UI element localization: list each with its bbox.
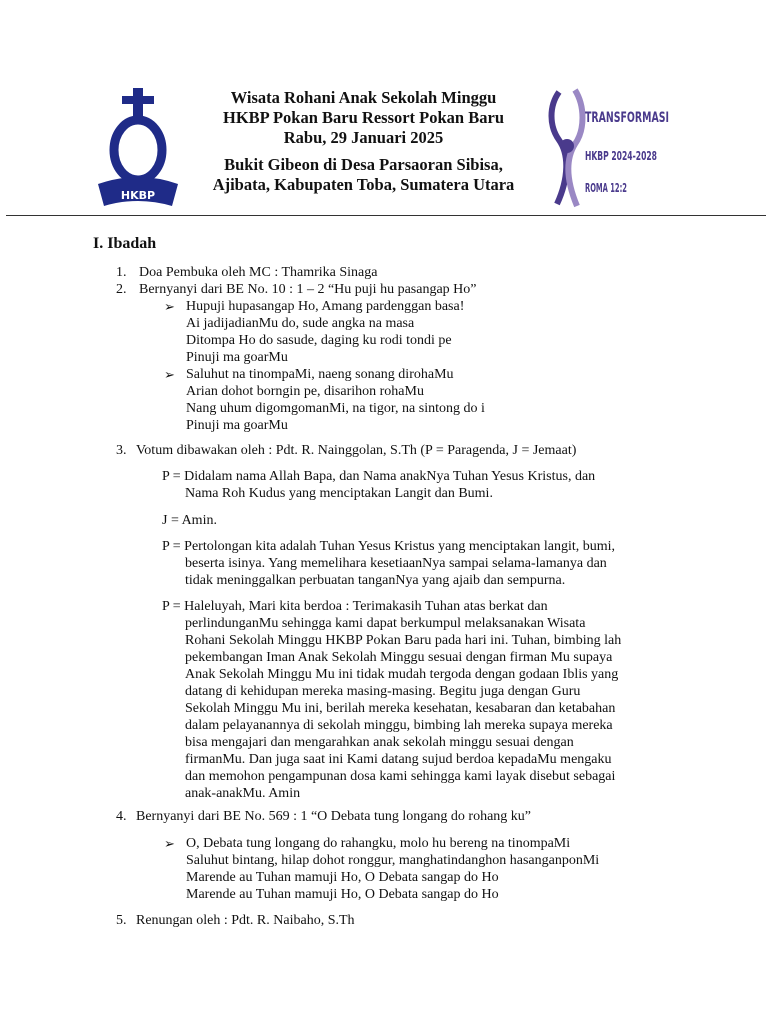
votum-p1-line-2: Nama Roh Kudus yang menciptakan Langit dan Bumi. xyxy=(185,486,493,501)
transformasi-logo xyxy=(545,86,671,212)
votum-prayer xyxy=(162,598,621,802)
hkbp-logo-text: HKBP xyxy=(120,189,156,202)
event-title xyxy=(192,88,535,148)
votum-p2 xyxy=(162,538,615,589)
votum-prayer-line-11: dan memohon pengampunan dosa kami sehingga kami layak disebut sebagai xyxy=(185,769,616,784)
votum-prayer-line-7: Sekolah Minggu Mu ini, berilah mereka kesehatan, kesabaran dan ketabahan xyxy=(185,701,616,716)
song10-v1-line-1: Hupuji hupasangap Ho, Amang pardenggan basa! xyxy=(186,299,465,314)
item-2-text: Bernyanyi dari BE No. 10 : 1 – 2 “Hu puji hu pasangap Ho” xyxy=(139,282,477,297)
votum-prayer-line-4: pekembangan Iman Anak Sekolah Minggu sesuai dengan firman Mu supaya xyxy=(185,650,613,665)
song10-v2-line-3: Nang uhum digomgomanMi, na tigor, na sintong do i xyxy=(186,401,485,416)
header-divider xyxy=(6,215,766,216)
votum-prayer-line-6: datang di kehidupan mereka masing-masing. Begitu juga dengan Guru xyxy=(185,684,581,699)
arrow-bullet-icon: ➢ xyxy=(164,836,175,851)
votum-prayer-line-9: bisa mengajari dan mengarahkan anak sekolah minggu sesuai dengan xyxy=(185,735,574,750)
votum-p1 xyxy=(162,468,595,502)
song10-v1-line-2: Ai jadijadianMu do, sude angka na masa xyxy=(186,316,415,331)
item-2-number: 2. xyxy=(116,282,127,297)
arrow-bullet-icon: ➢ xyxy=(164,299,175,314)
votum-p1-line-1: P = Didalam nama Allah Bapa, dan Nama anakNya Tuhan Yesus Kristus, dan xyxy=(162,469,596,484)
votum-p2-line-2: beserta isinya. Yang memelihara kesetiaanNya sampai selama-lamanya dan xyxy=(185,556,607,571)
item-3-number: 3. xyxy=(116,443,127,458)
item-5-number: 5. xyxy=(116,913,127,928)
votum-p2-line-1: P = Pertolongan kita adalah Tuhan Yesus Kristus yang menciptakan langit, bumi, xyxy=(162,539,616,554)
arrow-bullet-icon: ➢ xyxy=(164,367,175,382)
item-4-text: Bernyanyi dari BE No. 569 : 1 “O Debata tung longang do rohang ku” xyxy=(136,809,532,824)
song569-line-2: Saluhut bintang, hilap dohot ronggur, manghatindanghon hasanganponMi xyxy=(186,853,600,868)
votum-prayer-line-3: Rohani Sekolah Minggu HKBP Pokan Baru pada hari ini. Tuhan, bimbing lah xyxy=(185,633,622,648)
song10-v1-line-4: Pinuji ma goarMu xyxy=(186,350,288,365)
transformasi-logo-line-3: ROMA 12:2 xyxy=(585,181,627,195)
transformasi-logo-line-2: HKBP 2024-2028 xyxy=(585,149,657,163)
votum-p2-line-3: tidak meninggalkan perbuatan tanganNya yang ajaib dan sempurna. xyxy=(185,573,566,588)
votum-prayer-line-10: firmanMu. Dan juga saat ini Kami datang sujud berdoa kepadaMu mengaku xyxy=(185,752,612,767)
event-location xyxy=(192,155,535,195)
hkbp-logo xyxy=(92,86,184,212)
song10-v1-line-3: Ditompa Ho do sasude, daging ku rodi tondi pe xyxy=(186,333,452,348)
event-title-line-1: Wisata Rohani Anak Sekolah Minggu xyxy=(230,88,497,107)
song10-v2-line-4: Pinuji ma goarMu xyxy=(186,418,288,433)
event-date: Rabu, 29 Januari 2025 xyxy=(283,128,444,147)
transformasi-logo-line-1: TRANSFORMASI xyxy=(585,110,669,126)
event-title-line-2: HKBP Pokan Baru Ressort Pokan Baru xyxy=(223,108,504,127)
votum-prayer-line-2: perlindunganMu sehingga kami dapat berkumpul melaksanakan Wisata xyxy=(185,616,586,631)
votum-prayer-line-5: Anak Sekolah Minggu Mu ini tidak mudah tergoda dengan godaan Iblis yang xyxy=(185,667,619,682)
event-location-line-2: Ajibata, Kabupaten Toba, Sumatera Utara xyxy=(212,175,515,194)
event-location-line-1: Bukit Gibeon di Desa Parsaoran Sibisa, xyxy=(224,155,503,174)
song569-line-4: Marende au Tuhan mamuji Ho, O Debata sangap do Ho xyxy=(186,887,499,902)
votum-prayer-line-12: anak-anakMu. Amin xyxy=(185,786,301,801)
item-4-number: 4. xyxy=(116,809,127,824)
item-3-text: Votum dibawakan oleh : Pdt. R. Nainggolan, S.Th (P = Paragenda, J = Jemaat) xyxy=(136,443,577,458)
item-1-text: Doa Pembuka oleh MC : Thamrika Sinaga xyxy=(139,265,378,280)
votum-j1 xyxy=(162,512,217,529)
item-5-text: Renungan oleh : Pdt. R. Naibaho, S.Th xyxy=(136,913,355,928)
song569-line-1: O, Debata tung longang do rahangku, molo hu bereng na tinompaMi xyxy=(186,836,571,851)
item-1-number: 1. xyxy=(116,265,127,280)
song569-line-3: Marende au Tuhan mamuji Ho, O Debata sangap do Ho xyxy=(186,870,499,885)
votum-j1-line-1: J = Amin. xyxy=(162,513,217,528)
song10-v2-line-1: Saluhut na tinompaMi, naeng sonang dirohaMu xyxy=(186,367,454,382)
votum-prayer-line-8: dalam pelayanannya di sekolah minggu, bimbing lah mereka supaya mereka xyxy=(185,718,613,733)
section-title: I. Ibadah xyxy=(93,235,157,252)
votum-prayer-line-1: P = Haleluyah, Mari kita berdoa : Terimakasih Tuhan atas berkat dan xyxy=(162,599,548,614)
song10-v2-line-2: Arian dohot borngin pe, disarihon rohaMu xyxy=(186,384,424,399)
